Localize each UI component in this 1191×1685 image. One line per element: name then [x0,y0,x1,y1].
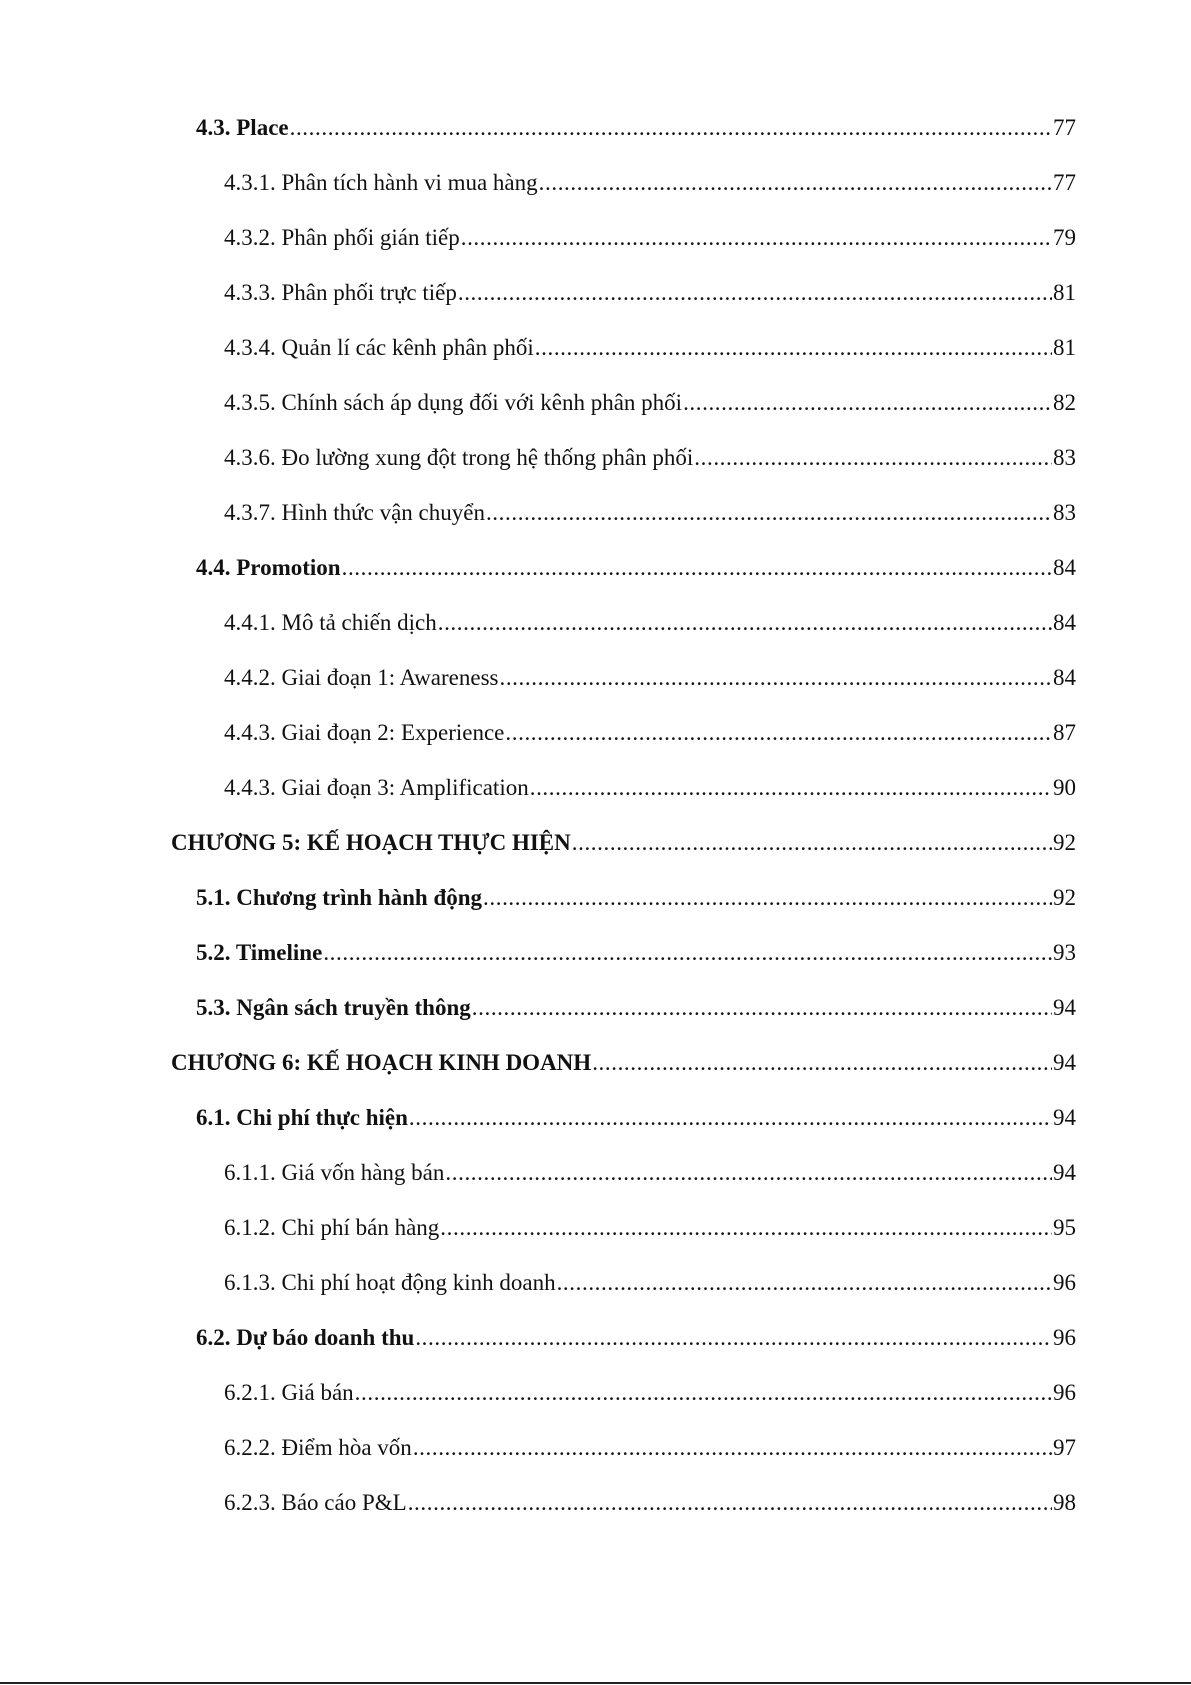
toc-entry-title: 6.1. Chi phí thực hiện [196,1105,408,1130]
toc-entry[interactable] [224,498,1076,528]
toc-entry[interactable] [171,828,1076,858]
toc-dot-leader [413,1433,1052,1463]
toc-page-number: 93 [1053,940,1076,965]
toc-page-number: 87 [1053,720,1076,745]
toc-entry-title: CHƯƠNG 6: KẾ HOẠCH KINH DOANH [171,1050,592,1075]
toc-dot-leader [472,993,1052,1023]
toc-page-number: 92 [1053,830,1076,855]
toc-page-number: 81 [1053,335,1076,360]
toc-entry-title: 4.3.6. Đo lường xung đột trong hệ thống phân phối [224,445,694,470]
toc-dot-leader [505,718,1052,748]
toc-entry-title: 4.3.5. Chính sách áp dụng đối với kênh phân phối [224,390,683,415]
toc-entry-title: 4.3. Place [196,115,289,140]
toc-entry[interactable] [196,113,1076,143]
toc-page-number: 82 [1053,390,1076,415]
toc-dot-leader [486,498,1052,528]
toc-entry[interactable] [224,1378,1076,1408]
toc-page-number: 83 [1053,500,1076,525]
toc-page-number: 94 [1053,1160,1076,1185]
toc-page-number: 96 [1053,1380,1076,1405]
toc-entry[interactable] [224,388,1076,418]
toc-entry[interactable] [171,1048,1076,1078]
toc-page-number: 96 [1053,1325,1076,1350]
toc-page-number: 92 [1053,885,1076,910]
toc-dot-leader [458,278,1052,308]
toc-entry-title: 6.1.3. Chi phí hoạt động kinh doanh [224,1270,556,1295]
toc-page-number: 84 [1053,555,1076,580]
toc-entry[interactable] [224,1213,1076,1243]
toc-dot-leader [539,168,1052,198]
toc-dot-leader [408,1488,1052,1518]
toc-entry[interactable] [224,1268,1076,1298]
toc-entry-title: 6.1.1. Giá vốn hàng bán [224,1160,445,1185]
toc-dot-leader [342,553,1052,583]
toc-page-number: 90 [1053,775,1076,800]
toc-page-number: 83 [1053,445,1076,470]
toc-page-number: 94 [1053,995,1076,1020]
toc-entry-title: 6.2. Dự báo doanh thu [196,1325,415,1350]
toc-entry-title: 6.2.2. Điểm hòa vốn [224,1435,412,1460]
toc-entry[interactable] [224,773,1076,803]
toc-page-number: 97 [1053,1435,1076,1460]
toc-dot-leader [355,1378,1052,1408]
toc-entry-title: 5.2. Timeline [196,940,323,965]
toc-page-number: 96 [1053,1270,1076,1295]
toc-entry-title: 4.3.3. Phân phối trực tiếp [224,280,457,305]
toc-entry-title: 4.3.7. Hình thức vận chuyển [224,500,485,525]
toc-entry-title: 5.3. Ngân sách truyền thông [196,995,471,1020]
toc-entry[interactable] [224,1433,1076,1463]
toc-dot-leader [572,828,1052,858]
toc-dot-leader [683,388,1052,418]
toc-entry[interactable] [196,993,1076,1023]
toc-entry-title: 6.2.3. Báo cáo P&L [224,1490,407,1515]
toc-page-number: 81 [1053,280,1076,305]
toc-entry[interactable] [196,553,1076,583]
toc-entry[interactable] [224,663,1076,693]
toc-page-number: 79 [1053,225,1076,250]
toc-entry[interactable] [224,718,1076,748]
page-bottom-rule [0,1682,1191,1684]
toc-dot-leader [535,333,1052,363]
toc-dot-leader [557,1268,1052,1298]
toc-entry-title: 4.3.1. Phân tích hành vi mua hàng [224,170,538,195]
toc-entry[interactable] [196,938,1076,968]
toc-entry-title: 4.3.2. Phân phối gián tiếp [224,225,460,250]
toc-dot-leader [530,773,1052,803]
toc-entry-title: 4.4.1. Mô tả chiến dịch [224,610,437,635]
toc-page-number: 94 [1053,1050,1076,1075]
toc-entry-title: 4.4.3. Giai đoạn 3: Amplification [224,775,529,800]
toc-dot-leader [592,1048,1052,1078]
toc-dot-leader [323,938,1052,968]
toc-page-number: 84 [1053,665,1076,690]
toc-dot-leader [499,663,1052,693]
toc-entry-title: 4.4. Promotion [196,555,341,580]
toc-entry-title: 4.4.3. Giai đoạn 2: Experience [224,720,505,745]
toc-entry[interactable] [224,223,1076,253]
toc-page-number: 77 [1053,115,1076,140]
toc-entry[interactable] [196,1323,1076,1353]
toc-entry-title: 6.1.2. Chi phí bán hàng [224,1215,440,1240]
toc-entry[interactable] [224,1158,1076,1188]
toc-dot-leader [415,1323,1052,1353]
toc-dot-leader [409,1103,1052,1133]
toc-dot-leader [440,1213,1052,1243]
toc-entry-title: 5.1. Chương trình hành động [196,885,483,910]
toc-page-number: 77 [1053,170,1076,195]
toc-entry[interactable] [224,333,1076,363]
toc-entry-title: CHƯƠNG 5: KẾ HOẠCH THỰC HIỆN [171,830,571,855]
toc-entry-title: 4.3.4. Quản lí các kênh phân phối [224,335,534,360]
toc-dot-leader [694,443,1052,473]
toc-dot-leader [438,608,1052,638]
toc-entry-title: 4.4.2. Giai đoạn 1: Awareness [224,665,499,690]
toc-page-number: 95 [1053,1215,1076,1240]
toc-dot-leader [483,883,1052,913]
toc-entry-title: 6.2.1. Giá bán [224,1380,354,1405]
toc-page-number: 94 [1053,1105,1076,1130]
toc-entry[interactable] [224,168,1076,198]
toc-entry[interactable] [224,608,1076,638]
toc-dot-leader [290,113,1052,143]
toc-entry[interactable] [196,1103,1076,1133]
toc-entry[interactable] [224,1488,1076,1518]
toc-entry[interactable] [196,883,1076,913]
toc-entry[interactable] [224,278,1076,308]
toc-entry[interactable] [224,443,1076,473]
toc-page-number: 84 [1053,610,1076,635]
toc-dot-leader [445,1158,1052,1188]
toc-dot-leader [461,223,1052,253]
toc-page-number: 98 [1053,1490,1076,1515]
